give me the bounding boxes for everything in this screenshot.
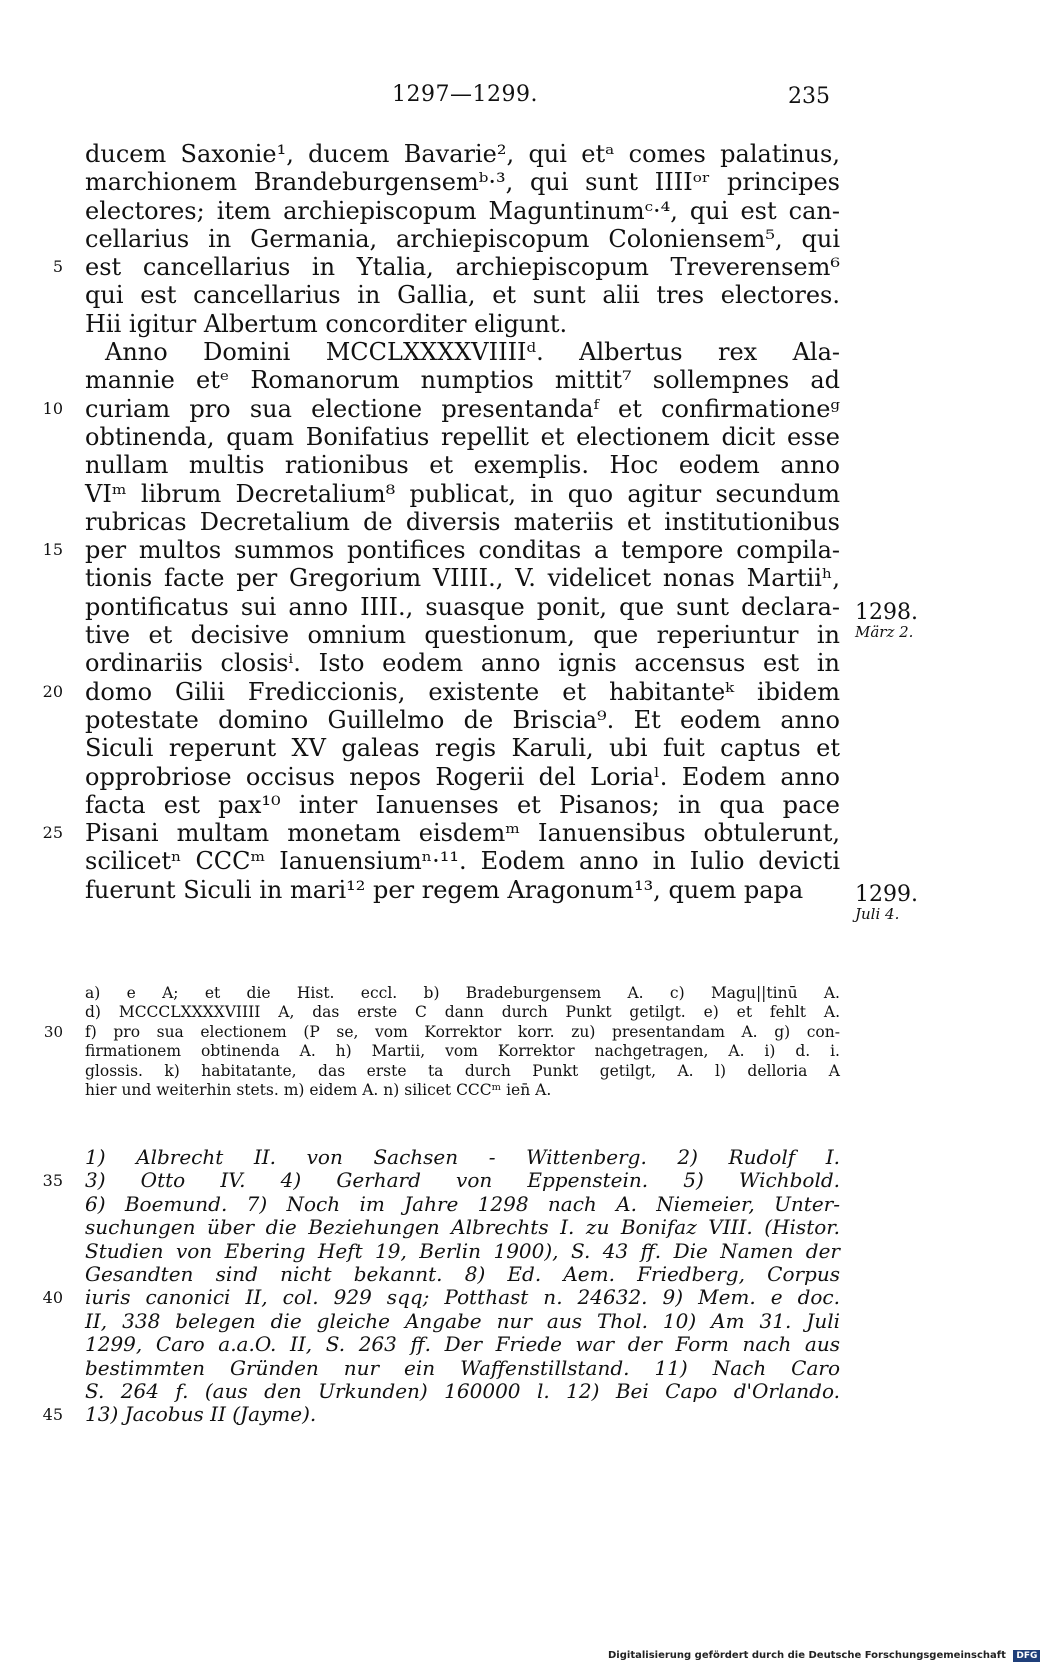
text-line [85, 508, 840, 536]
line-text: curiam pro sua electione presentandaᶠ et confirmationeᵍ [85, 394, 840, 423]
apparatus-line [85, 984, 840, 1003]
text-line [85, 791, 840, 819]
line-text: bestimmten Gründen nur ein Waffenstillstand. 11) Nach Caro [85, 1355, 840, 1380]
footnote-line [85, 1263, 840, 1286]
line-text: 13) Jacobus II (Jayme). [85, 1402, 317, 1427]
page-number: 235 [788, 84, 830, 109]
apparatus-line [85, 1042, 840, 1061]
line-text: fuerunt Siculi in mari¹² per regem Aragonum¹³, quem papa [85, 875, 804, 904]
footnote-line [85, 1146, 840, 1169]
text-line [85, 451, 840, 479]
line-text: a) e A; et die Hist. eccl. b) Bradeburgensem A. c) Magu||tinū A. [85, 984, 840, 1002]
footnote-line [85, 1240, 840, 1263]
text-line [42, 394, 840, 423]
line-text: 1299, Caro a.a.O. II, S. 263 ff. Der Friede war der Form nach aus [85, 1332, 840, 1357]
line-text: VIᵐ librum Decretalium⁸ publicat, in quo agitur secundum [85, 479, 840, 508]
line-text: marchionem Brandeburgensemᵇ·³, qui sunt IIIIᵒʳ principes [85, 168, 840, 197]
margin-note-year: 1299. [855, 882, 918, 907]
line-text: Studien von Ebering Heft 19, Berlin 1900), S. 43 ff. Die Namen der [85, 1238, 840, 1263]
line-text: scilicetⁿ CCCᵐ Ianuensiumⁿ·¹¹. Eodem anno in Iulio devicti [85, 847, 840, 876]
line-text: iuris canonici II, col. 929 sqq; Potthast n. 24632. 9) Mem. e doc. [85, 1285, 840, 1310]
text-line [85, 168, 840, 196]
apparatus-line [85, 1081, 840, 1100]
critical-apparatus [43, 984, 840, 1100]
line-number: 35 [42, 1171, 63, 1191]
text-line [85, 310, 840, 338]
margin-note-1298 [855, 602, 935, 640]
text-line [85, 564, 840, 592]
apparatus-line [85, 1003, 840, 1022]
dfg-logo: DFG [1013, 1650, 1040, 1662]
line-number: 25 [42, 823, 63, 843]
line-text: 6) Boemund. 7) Noch im Jahre 1298 nach A. Niemeier, Unter- [85, 1191, 840, 1216]
line-number: 15 [42, 540, 63, 560]
footnote-line [85, 1193, 840, 1216]
text-line [85, 734, 840, 762]
running-head-years: 1297—1299. [392, 82, 538, 107]
margin-note-date: März 2. [855, 623, 914, 641]
text-line [85, 225, 840, 253]
line-text: tive et decisive omnium questionum, que reperiuntur in [85, 621, 840, 650]
text-line [85, 706, 840, 734]
line-text: opprobriose occisus nepos Rogerii del Loriaˡ. Eodem anno [85, 762, 840, 791]
line-text: Anno Domini MCCLXXXXVIIIIᵈ. Albertus rex Ala- [105, 338, 840, 367]
line-number: 10 [42, 398, 63, 418]
line-text: d) MCCCLXXXXVIIII A, das erste C dann durch Punkt getilgt. e) et fehlt A. [85, 1003, 840, 1022]
footnote-line [42, 1402, 840, 1427]
line-text: mannie etᵉ Romanorum numptios mittit⁷ sollempnes ad [85, 366, 840, 395]
footnote-line [42, 1285, 840, 1310]
text-line [85, 480, 840, 508]
line-text: glossis. k) habitatante, das erste ta durch Punkt getilgt, A. l) delloria A [85, 1061, 840, 1080]
line-text: f) pro sua electionem (P se, vom Korrektor korr. zu) presentandam A. g) con- [85, 1022, 840, 1041]
running-head [0, 82, 1000, 112]
line-text: II, 338 belegen die gleiche Angabe nur aus Thol. 10) Am 31. Juli [85, 1308, 840, 1333]
line-text: hier und weiterhin stets. m) eidem A. n) silicet CCCᵐ ien̄ A. [85, 1080, 552, 1099]
line-text: domo Gilii Frediccionis, existente et habitanteᵏ ibidem [85, 677, 840, 706]
apparatus-line [85, 1062, 840, 1081]
line-text: Gesandten sind nicht bekannt. 8) Ed. Aem. Friedberg, Corpus [85, 1261, 840, 1286]
line-number: 30 [43, 1022, 63, 1041]
line-number: 40 [42, 1288, 63, 1308]
line-text: potestate domino Guillelmo de Briscia⁹. Et eodem anno [85, 705, 840, 734]
text-line [85, 197, 840, 225]
apparatus-line [43, 1022, 840, 1042]
line-text: ordinariis closisⁱ. Isto eodem anno ignis accensus est in [85, 649, 840, 678]
line-text: rubricas Decretalium de diversis materiis et institutionibus [85, 507, 840, 536]
text-line [85, 281, 840, 309]
text-line [85, 423, 840, 451]
line-text: pontificatus sui anno IIII., suasque ponit, que sunt declara- [85, 592, 840, 621]
line-text: suchungen über die Beziehungen Albrechts I. zu Bonifaz VIII. (Histor. [85, 1215, 840, 1240]
line-text: per multos summos pontifices conditas a tempore compila- [85, 536, 840, 565]
line-text: nullam multis rationibus et exemplis. Hoc eodem anno [85, 451, 840, 480]
main-text [42, 140, 840, 904]
line-text: qui est cancellarius in Gallia, et sunt alii tres electores. [85, 281, 840, 310]
line-text: electores; item archiepiscopum Maguntinumᶜ·⁴, qui est can- [85, 196, 840, 225]
footnote-line [85, 1380, 840, 1403]
digitization-credit [608, 1650, 1040, 1662]
line-text: obtinenda, quam Bonifatius repellit et electionem dicit esse [85, 422, 840, 451]
text-line [85, 649, 840, 677]
line-text: Siculi reperunt XV galeas regis Karuli, ubi fuit captus et [85, 734, 840, 763]
line-number: 45 [42, 1405, 63, 1425]
text-line [42, 536, 840, 565]
line-text: firmationem obtinenda A. h) Martii, vom Korrektor nachgetragen, A. i) d. i. [85, 1042, 840, 1061]
text-line [85, 876, 840, 904]
text-line [85, 621, 840, 649]
text-line [42, 677, 840, 706]
line-text: S. 264 f. (aus den Urkunden) 160000 l. 12) Bei Capo d'Orlando. [85, 1378, 840, 1403]
text-line [85, 593, 840, 621]
text-line [52, 253, 840, 282]
line-number: 5 [52, 257, 63, 277]
text-line [85, 847, 840, 875]
line-text: 1) Albrecht II. von Sachsen - Wittenberg. 2) Rudolf I. [85, 1145, 840, 1169]
footnote-line [42, 1168, 840, 1193]
line-text: ducem Saxonie¹, ducem Bavarie², qui etᵃ comes palatinus, [85, 140, 840, 168]
margin-note-1299 [855, 884, 935, 922]
line-text: Hii igitur Albertum concorditer eligunt. [85, 309, 568, 338]
text-line [85, 338, 840, 366]
text-line [42, 819, 840, 848]
line-text: tionis facte per Gregorium VIIII., V. videlicet nonas Martiiʰ, [85, 564, 840, 593]
margin-note-year: 1298. [855, 600, 918, 625]
text-line [85, 763, 840, 791]
line-text: Pisani multam monetam eisdemᵐ Ianuensibus obtulerunt, [85, 819, 840, 848]
footnote-line [85, 1333, 840, 1356]
line-number: 20 [42, 681, 63, 701]
footnote-line [85, 1310, 840, 1333]
line-text: est cancellarius in Ytalia, archiepiscopum Treverensem⁶ [85, 253, 840, 282]
line-text: facta est pax¹⁰ inter Ianuenses et Pisanos; in qua pace [85, 790, 840, 819]
line-text: cellarius in Germania, archiepiscopum Coloniensem⁵, qui [85, 224, 840, 253]
margin-note-date: Juli 4. [855, 905, 900, 923]
credit-text: Digitalisierung gefördert durch die Deutsche Forschungsgemeinschaft [608, 1650, 1006, 1661]
text-line [85, 140, 840, 168]
footnote-line [85, 1357, 840, 1380]
footnote-line [85, 1216, 840, 1239]
footnotes [42, 1145, 840, 1427]
text-line [85, 366, 840, 394]
line-text: 3) Otto IV. 4) Gerhard von Eppenstein. 5) Wichbold. [85, 1168, 840, 1193]
